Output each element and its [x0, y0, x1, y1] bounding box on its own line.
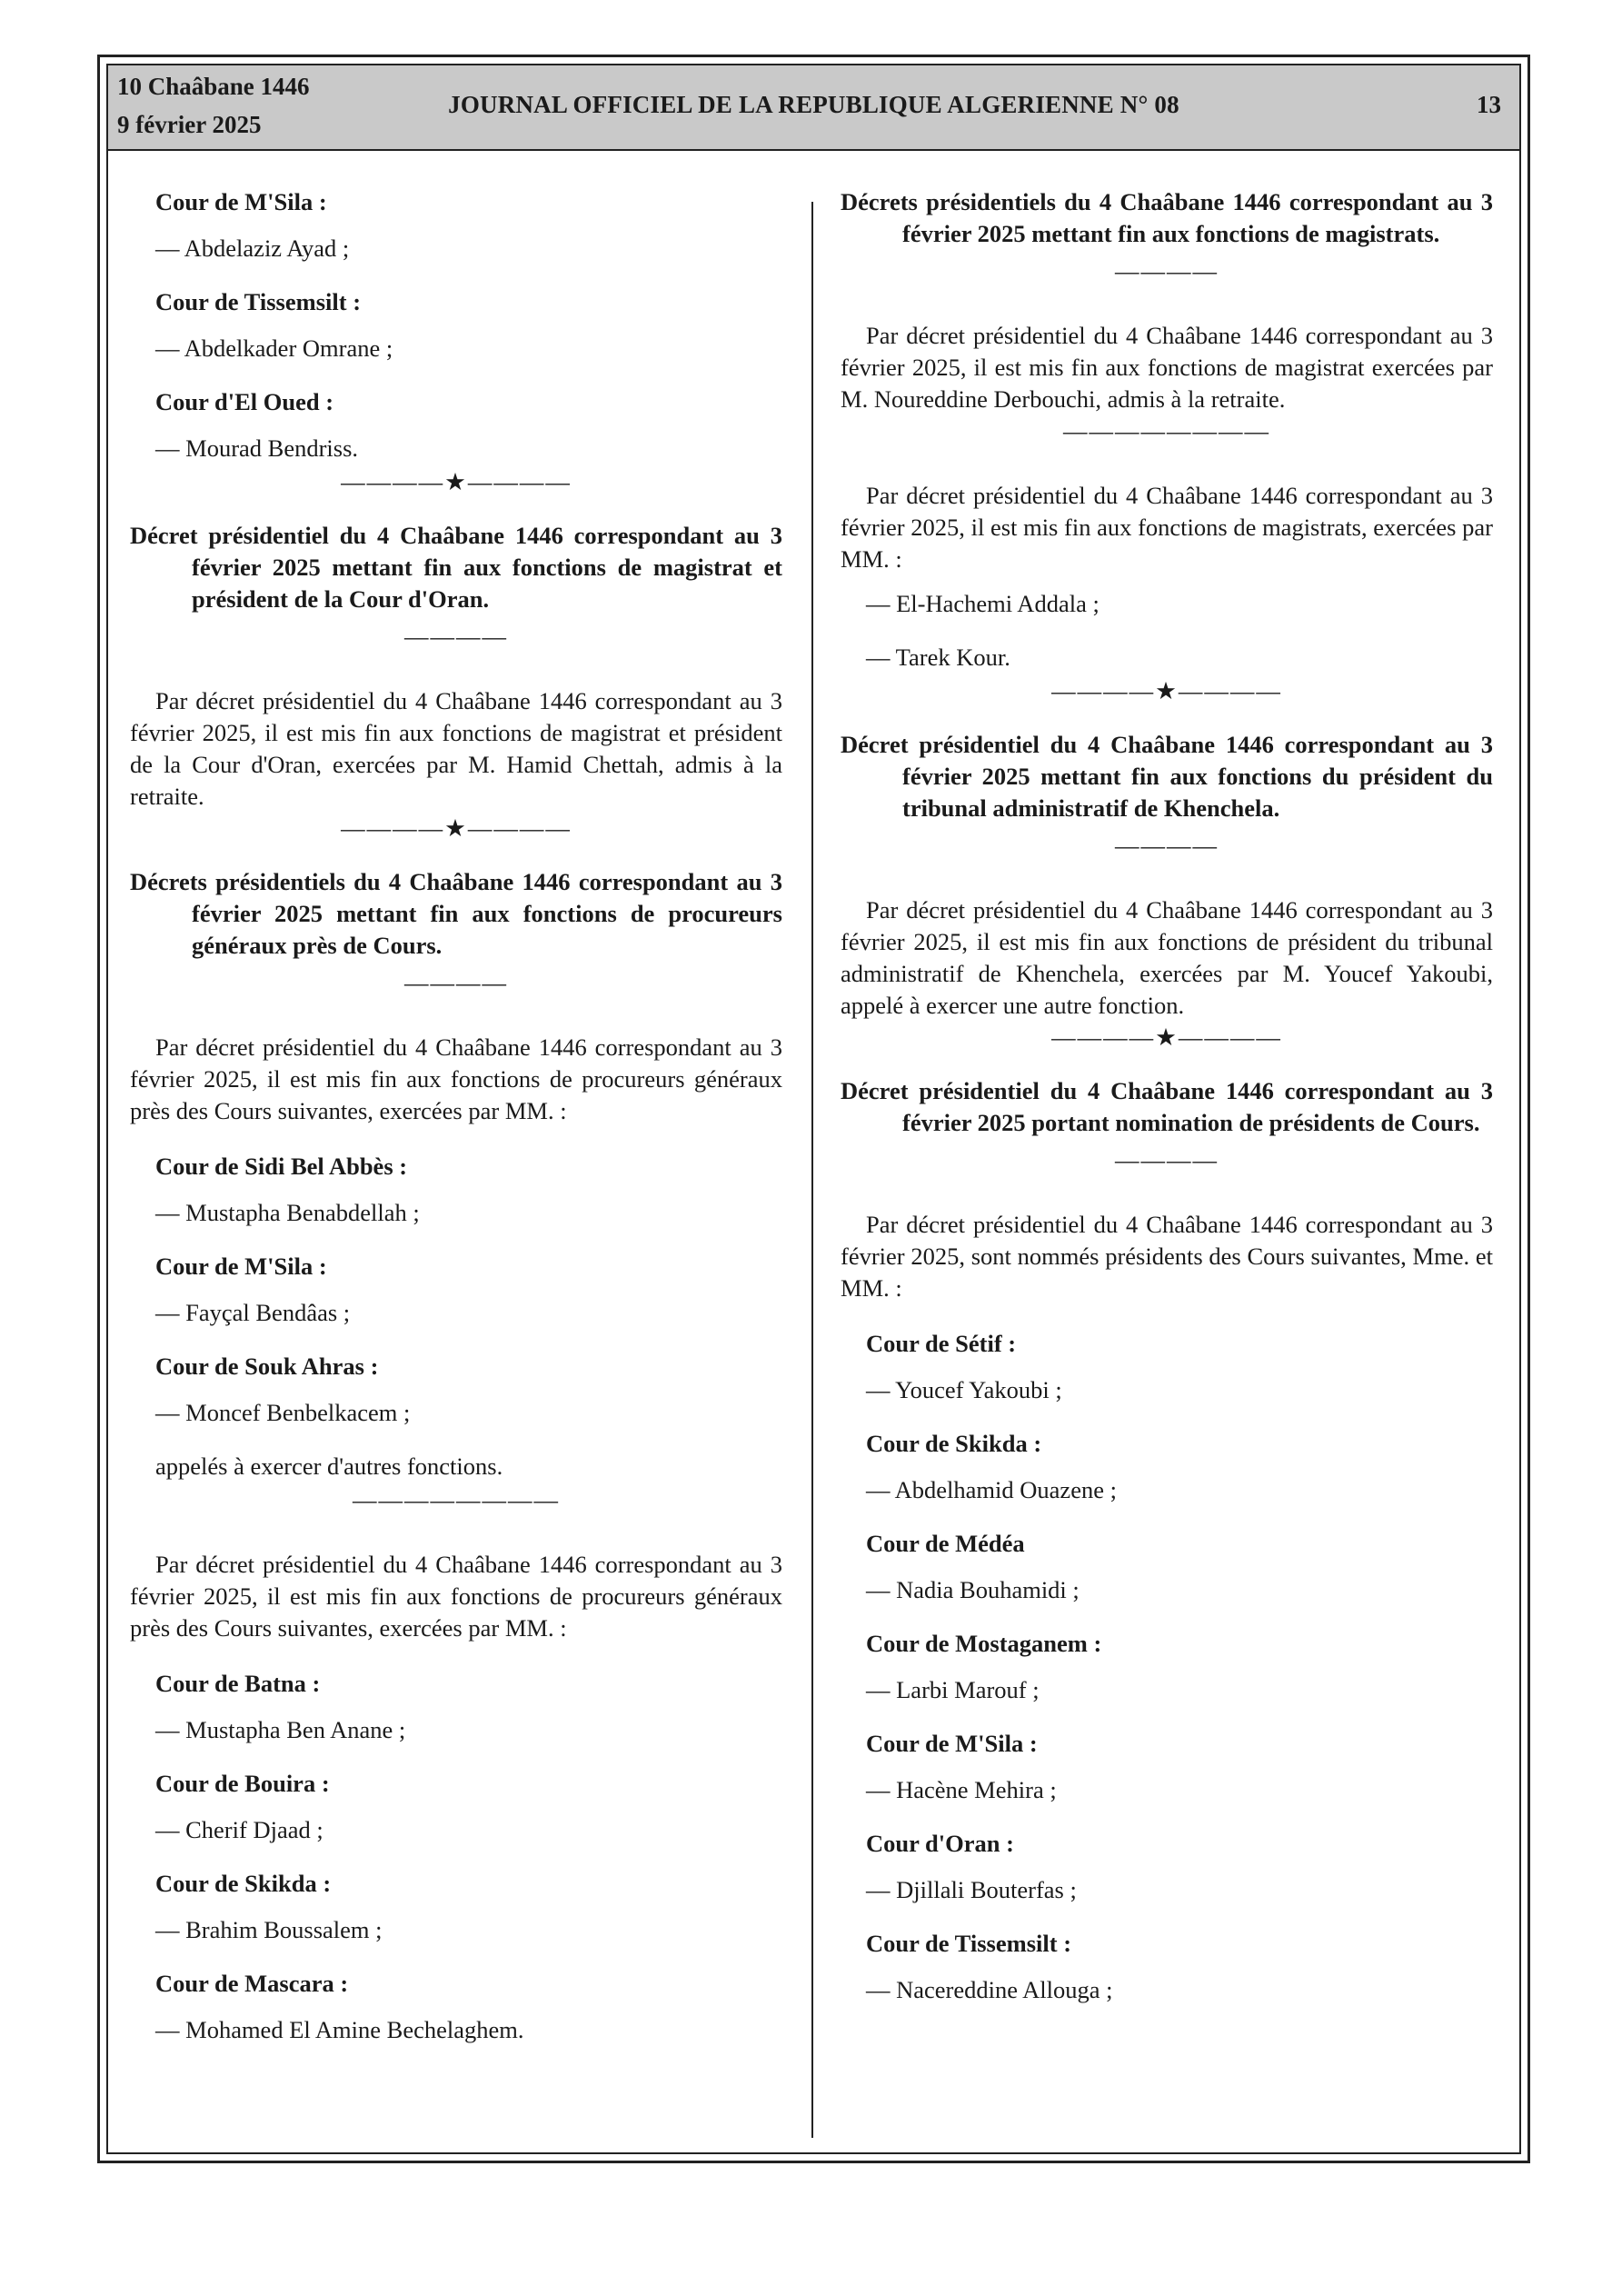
decree-paragraph: Par décret présidentiel du 4 Chaâbane 1446 correspondant au 3 février 2025, il est mis fin aux fonctions de magistrats, exercées par MM. :: [841, 482, 1493, 573]
court-heading: Cour de Sidi Bel Abbès :: [155, 1153, 408, 1180]
person-name: — Mourad Bendriss.: [155, 434, 359, 462]
court-heading: Cour de Mostaganem :: [866, 1630, 1102, 1657]
court-heading: Cour de Skikda :: [155, 1870, 332, 1897]
short-separator: ————: [1115, 1146, 1219, 1173]
person-name: — Hacène Mehira ;: [866, 1776, 1057, 1803]
person-name: — Mustapha Benabdellah ;: [155, 1199, 420, 1226]
person-name: — Abdelaziz Ayad ;: [155, 235, 350, 262]
decree-title: Décret présidentiel du 4 Chaâbane 1446 correspondant au 3 février 2025 portant nomination de présidents de Cours.: [841, 1077, 1493, 1136]
person-name: — Brahim Boussalem ;: [155, 1916, 383, 1943]
decree-title: Décret présidentiel du 4 Chaâbane 1446 correspondant au 3 février 2025 mettant fin aux fonctions du président du tribunal administratif de Khenchela.: [841, 731, 1493, 822]
decree-title: Décret présidentiel du 4 Chaâbane 1446 correspondant au 3 février 2025 mettant fin aux fonctions de magistrat et président de la Cour d'Oran.: [130, 522, 782, 613]
person-name: — Fayçal Bendâas ;: [155, 1299, 351, 1326]
person-name: — Tarek Kour.: [866, 644, 1010, 671]
court-heading: Cour de M'Sila :: [155, 188, 327, 215]
person-name: — Nadia Bouhamidi ;: [866, 1576, 1080, 1603]
decree-paragraph: Par décret présidentiel du 4 Chaâbane 1446 correspondant au 3 février 2025, il est mis fin aux fonctions de procureurs généraux près des Cours suivantes, exercées par MM. :: [130, 1551, 782, 1642]
header-date-gregorian: 9 février 2025: [117, 111, 262, 138]
star-separator: ————★————: [341, 814, 572, 842]
decree-closing: appelés à exercer d'autres fonctions.: [155, 1452, 503, 1480]
person-name: — El-Hachemi Addala ;: [866, 590, 1100, 617]
short-separator: ————: [404, 623, 508, 650]
court-heading: Cour de Mascara :: [155, 1970, 349, 1997]
person-name: — Nacereddine Allouga ;: [866, 1976, 1113, 2003]
person-name: — Youcef Yakoubi ;: [866, 1376, 1062, 1403]
court-heading: Cour de Bouira :: [155, 1770, 330, 1797]
header-journal-title: JOURNAL OFFICIEL DE LA REPUBLIQUE ALGERIENNE N° 08: [448, 91, 1179, 118]
star-separator: ————★————: [1051, 1023, 1282, 1051]
court-heading: Cour de Tissemsilt :: [866, 1930, 1072, 1957]
court-heading: Cour de M'Sila :: [155, 1253, 327, 1280]
star-separator: ————★————: [341, 468, 572, 495]
court-heading: Cour de Sétif :: [866, 1330, 1017, 1357]
page-header: [108, 65, 1519, 151]
court-heading: Cour de Tissemsilt :: [155, 288, 362, 315]
decree-paragraph: Par décret présidentiel du 4 Chaâbane 1446 correspondant au 3 février 2025, il est mis fin aux fonctions de magistrat et président de la Cour d'Oran, exercées par M. Hamid Chettah, admis à la retraite.: [130, 687, 782, 810]
court-heading: Cour de Batna :: [155, 1670, 321, 1697]
person-name: — Abdelhamid Ouazene ;: [866, 1476, 1117, 1503]
person-name: — Moncef Benbelkacem ;: [155, 1399, 411, 1426]
long-separator: ————————: [1063, 417, 1270, 444]
decree-paragraph: Par décret présidentiel du 4 Chaâbane 1446 correspondant au 3 février 2025, il est mis fin aux fonctions de président du tribunal administratif de Khenchela, exercées par M. Youcef Yakoubi, appelé à exercer une autre fonction.: [841, 896, 1493, 1019]
court-heading: Cour de M'Sila :: [866, 1730, 1038, 1757]
decree-title: Décrets présidentiels du 4 Chaâbane 1446 correspondant au 3 février 2025 mettant fin aux fonctions de magistrats.: [841, 188, 1493, 247]
column-divider: [811, 202, 813, 2138]
right-column: [841, 186, 1493, 2008]
left-column: [130, 186, 782, 2048]
decree-paragraph: Par décret présidentiel du 4 Chaâbane 1446 correspondant au 3 février 2025, il est mis fin aux fonctions de magistrat exercées par M. Noureddine Derbouchi, admis à la retraite.: [841, 322, 1493, 413]
court-heading: Cour de Skikda :: [866, 1430, 1042, 1457]
short-separator: ————: [1115, 832, 1219, 859]
long-separator: ————————: [353, 1486, 560, 1513]
person-name: — Mustapha Ben Anane ;: [155, 1716, 406, 1743]
decree-paragraph: Par décret présidentiel du 4 Chaâbane 1446 correspondant au 3 février 2025, sont nommés présidents des Cours suivantes, Mme. et MM. :: [841, 1211, 1493, 1302]
person-name: — Larbi Marouf ;: [866, 1676, 1040, 1703]
short-separator: ————: [1115, 257, 1219, 285]
person-name: — Abdelkader Omrane ;: [155, 334, 393, 362]
header-date-hijri: 10 Chaâbane 1446: [117, 73, 310, 100]
court-heading: Cour de Souk Ahras :: [155, 1353, 379, 1380]
person-name: — Mohamed El Amine Bechelaghem.: [155, 2016, 524, 2043]
court-heading: Cour de Médéa: [866, 1530, 1025, 1557]
decree-title: Décrets présidentiels du 4 Chaâbane 1446 correspondant au 3 février 2025 mettant fin aux fonctions de procureurs généraux près de Cours.: [130, 868, 782, 959]
person-name: — Cherif Djaad ;: [155, 1816, 323, 1843]
star-separator: ————★————: [1051, 677, 1282, 704]
court-heading: Cour d'Oran :: [866, 1830, 1014, 1857]
court-heading: Cour d'El Oued :: [155, 388, 334, 415]
header-page-number: 13: [1477, 91, 1501, 118]
decree-paragraph: Par décret présidentiel du 4 Chaâbane 1446 correspondant au 3 février 2025, il est mis fin aux fonctions de procureurs généraux près des Cours suivantes, exercées par MM. :: [130, 1033, 782, 1124]
short-separator: ————: [404, 969, 508, 996]
person-name: — Djillali Bouterfas ;: [866, 1876, 1077, 1903]
